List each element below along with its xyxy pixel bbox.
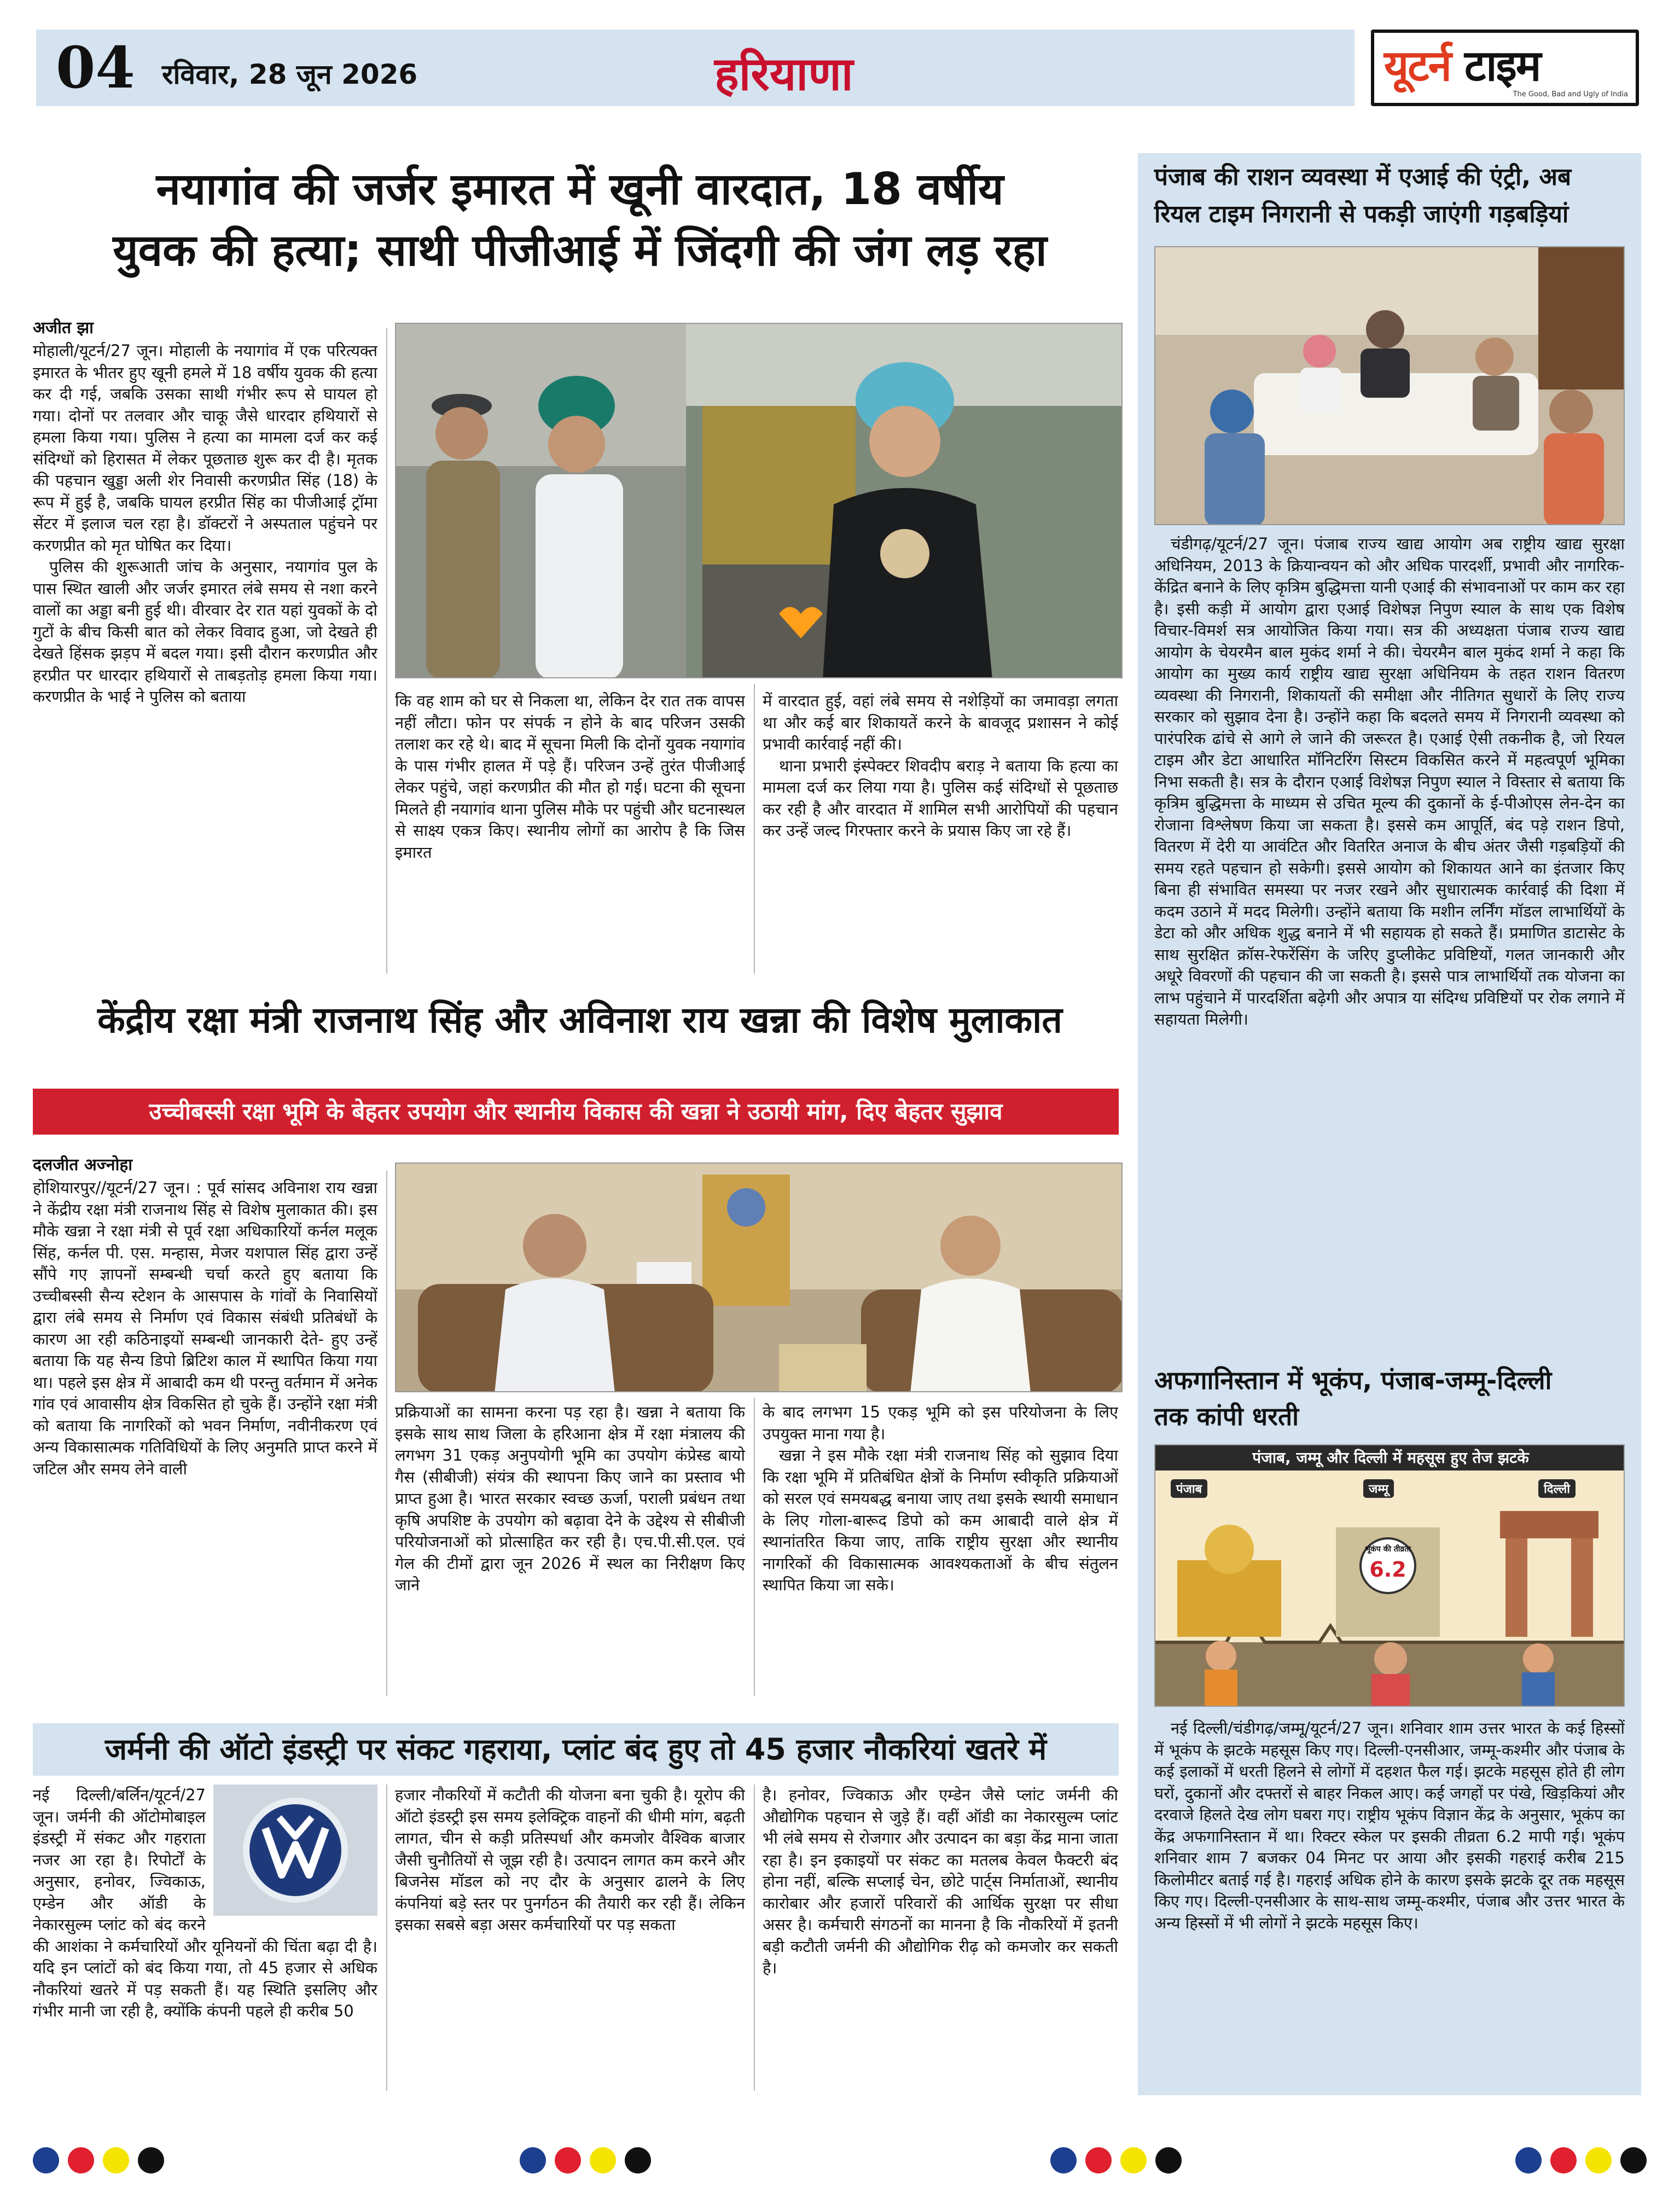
- registration-dot: [520, 2147, 546, 2173]
- newspaper-logo: [1371, 30, 1639, 106]
- punjab-ai-body: [1154, 533, 1625, 1343]
- germany-headline-bar: [33, 1723, 1119, 1776]
- quake-magnitude-label: भूकंप की तीव्रता: [1365, 1545, 1411, 1554]
- logo-tagline: The Good, Bad and Ugly of India: [1513, 90, 1628, 98]
- quake-headline-line2: तक कांपी धरती: [1154, 1402, 1299, 1431]
- registration-dot: [1515, 2147, 1542, 2173]
- quake-tag-jammu: जम्मू: [1363, 1479, 1394, 1498]
- nayagaon-headline: [33, 159, 1127, 281]
- rajnath-photo-illustration: [396, 1164, 1123, 1392]
- registration-dot: [1050, 2147, 1077, 2173]
- vw-logo-photo: [213, 1785, 377, 1916]
- nayagaon-byline: अजीत झा: [33, 318, 94, 338]
- vw-logo-icon: [213, 1785, 377, 1916]
- quake-graphic: [1154, 1444, 1625, 1707]
- quake-headline: [1154, 1362, 1630, 1434]
- column-divider: [386, 328, 387, 974]
- germany-col2-text: हजार नौकरियों में कटौती की योजना बना चुकी है। यूरोप की ऑटो इंडस्ट्री इस समय इलेक्ट्रिक वाहनों की धीमी मांग, बढ़ती लागत, चीन से कड़ी प्रतिस्पर्धा और कमजोर वैश्विक बाजार जैसी चुनौतियों से जूझ रही है। उत्पादन लागत कम करने और बिजनेस मॉडल को नए दौर के अनुसार ढालने के लिए कंपनियां बड़े स्तर पर पुनर्गठन की तैयारी कर रही हैं। लेकिन इसका सबसे बड़ा असर कर्मचारियों पर पड़ सकता: [395, 1786, 745, 1934]
- rajnath-headline: केंद्रीय रक्षा मंत्री राजनाथ सिंह और अविनाश राय खन्ना की विशेष मुलाकात: [97, 999, 1062, 1041]
- nayagaon-photo: [395, 323, 1123, 678]
- registration-dot: [1620, 2147, 1647, 2173]
- logo-text-b: टाइम: [1464, 42, 1541, 91]
- registration-dot: [1155, 2147, 1182, 2173]
- section-name: हरियाणा: [714, 47, 853, 101]
- quake-text: नई दिल्ली/चंडीगढ़/जम्मू/यूटर्न/27 जून। शनिवार शाम उत्तर भारत के कई हिस्सों में भूकंप के झटके महसूस किए गए। दिल्ली-एनसीआर, जम्मू-कश्मीर और पंजाब के कई इलाकों में धरती हिलने से लोगों में दहशत फैल गई। झटके महसूस होते ही लोग घरों, दुकानों और दफ्तरों से बाहर निकल आए। कई जगहों पर पंखे, खिड़कियां और दरवाजे हिलते देख लोग घबरा गए। राष्ट्रीय भूकंप विज्ञान केंद्र के अनुसार, भूकंप का केंद्र अफगानिस्तान में था। रिक्टर स्केल पर इसकी तीव्रता 6.2 मापी गई। भूकंप शनिवार शाम 7 बजकर 04 मिनट पर आया और इसकी गहराई करीब 215 किलोमीटर बताई गई है। गहराई अधिक होने के कारण इसके झटके दूर तक महसूस किए गए। दिल्ली-एनसीआर के साथ-साथ जम्मू-कश्मीर, पंजाब और उत्तर भारत के अन्य हिस्सों में भी लोगों ने झटके महसूस किए।: [1154, 1719, 1625, 1932]
- rajnath-column-2: [395, 1402, 745, 1697]
- column-divider: [754, 1398, 755, 1696]
- rajnath-byline: दलजीत अज्नोहा: [33, 1155, 133, 1175]
- registration-dot: [103, 2147, 129, 2173]
- germany-col1-text: नई दिल्ली/बर्लिन/यूटर्न/27 जून। जर्मनी की ऑटोमोबाइल इंडस्ट्री में संकट और गहराता नजर आ रहा है। रिपोर्टों के अनुसार, हनोवर, ज्विकाऊ, एम्डेन और ऑडी के नेकारसुल्म प्लांट को बंद करने की आशंका ने कर्मचारियों और यूनियनों की चिंता बढ़ा दी है। यदि इन प्लांटों को बंद किया गया, तो 45 हजार से अधिक नौकरियां खतरे में पड़ सकती हैं। यह स्थिति इसलिए और गंभीर मानी जा रही है, क्योंकि कंपनी पहले ही करीब 50: [33, 1786, 377, 2020]
- germany-column-1: [33, 1785, 377, 2091]
- column-divider: [386, 1171, 387, 1696]
- punjab-ai-headline: [1154, 159, 1630, 233]
- registration-dot: [1550, 2147, 1577, 2173]
- punjab-ai-text: चंडीगढ़/यूटर्न/27 जून। पंजाब राज्य खाद्य आयोग अब राष्ट्रीय खाद्य सुरक्षा अधिनियम, 2013 के क्रियान्वयन को और अधिक पारदर्शी, प्रभावी और नागरिक-केंद्रित बनाने के लिए कृत्रिम बुद्धिमत्ता यानी एआई की संभावनाओं पर काम कर रहा है। इसी कड़ी में आयोग द्वारा एआई विशेषज्ञ निपुण स्याल के साथ एक विशेष विचार-विमर्श सत्र आयोजित किया गया। सत्र की अध्यक्षता पंजाब राज्य खाद्य आयोग के चेयरमैन बाल मुकंद शर्मा ने की। चेयरमैन बाल मुकंद शर्मा ने कहा कि आयोग का मुख्य कार्य राष्ट्रीय खाद्य सुरक्षा अधिनियम के तहत राशन वितरण व्यवस्था की निगरानी, शिकायतों की समीक्षा और नीतिगत सुधारों के लिए राज्य सरकार को सुझाव देना है। उन्होंने कहा कि बदलते समय में निगरानी व्यवस्था को पारंपरिक ढांचे से आगे ले जाने की जरूरत है। एआई ऐसी तकनीक है, जो रियल टाइम और डेटा आधारित मॉनिटरिंग सिस्टम विकसित करने में महत्वपूर्ण भूमिका निभा सकती है। सत्र के दौरान एआई विशेषज्ञ निपुण स्याल ने विस्तार से बताया कि कृत्रिम बुद्धिमत्ता के माध्यम से उचित मूल्य की दुकानों के ई-पीओएस लेन-देन का रोजाना विश्लेषण किया जा सकता है। इससे कम आपूर्ति, बंद पड़े राशन डिपो, वितरण में देरी या आवंटित और वितरित अनाज के बीच अंतर जैसी गड़बड़ियों की समय रहते पहचान हो सकेगी। इससे आयोग को शिकायत आने का इंतजार किए बिना ही संभावित समस्या पर नजर रखने और सुधारात्मक कार्रवाई की दिशा में कदम उठाने में मदद मिलेगी। उन्होंने बताया कि मशीन लर्निंग मॉडल लाभार्थियों के डेटा को और अधिक शुद्ध बनाने में भी सहायक हो सकते हैं। प्रमाणित डाटासेट के साथ सुरक्षित क्रॉस-रेफरेंसिंग के जरिए डुप्लीकेट प्रविष्टियों, गलत जानकारी और अधूरे विवरणों की पहचान की जा सकती है। इससे पात्र लाभार्थियों तक योजना का लाभ पहुंचाने में पारदर्शिता बढ़ेगी और अपात्र या संदिग्ध प्रविष्टियों पर रोक लगाने में सहायता मिलेगी।: [1154, 534, 1625, 1028]
- column-divider: [754, 684, 755, 974]
- logo-text-a: यूटर्न: [1384, 42, 1451, 91]
- masthead-bar: [36, 30, 1355, 106]
- page-date: रविवार, 28 जून 2026: [162, 59, 418, 90]
- registration-marks-right: [1050, 2147, 1182, 2175]
- nayagaon-column-2: [395, 690, 745, 975]
- rajnath-col3-para-2: खन्ना ने इस मौके रक्षा मंत्री राजनाथ सिंह को सुझाव दिया कि रक्षा भूमि में प्रतिबंधित क्षेत्रों के निर्माण स्वीकृति प्रक्रियाओं को सरल एवं समयबद्ध बनाया जाए तथा इसके स्थायी समाधान के लिए गोला-बारूद डिपो को कम आबादी वाले क्षेत्र में स्थानांतरित किया जाए, ताकि राष्ट्रीय सुरक्षा और स्थानीय नागरिकों की विकासात्मक आवश्यकताओं के बीच संतुलन स्थापित किया जा सके।: [763, 1446, 1118, 1594]
- punjab-ai-headline-line2: रियल टाइम निगरानी से पकड़ी जाएंगी गड़बड़ियां: [1154, 200, 1569, 228]
- rajnath-col3-para-1: के बाद लगभग 15 एकड़ भूमि को इस परियोजना के लिए उपयुक्त माना गया है।: [763, 1403, 1118, 1443]
- quake-magnitude: 6.2: [1369, 1557, 1406, 1582]
- quake-headline-line1: अफगानिस्तान में भूकंप, पंजाब-जम्मू-दिल्ली: [1154, 1365, 1552, 1395]
- registration-dot: [68, 2147, 94, 2173]
- quake-tag-delhi: दिल्ली: [1538, 1479, 1576, 1498]
- rajnath-column-3: [763, 1402, 1118, 1697]
- rajnath-col1-text: होशियारपुर//यूटर्न/27 जून। : पूर्व सांसद अविनाश राय खन्ना ने केंद्रीय रक्षा मंत्री राजनाथ सिंह से विशेष मुलाकात की। इस मौके खन्ना ने रक्षा मंत्री से पूर्व रक्षा अधिकारियों कर्नल मलूक सिंह, कर्नल पी. एस. मन्हास, मेजर यशपाल सिंह द्वारा उन्हें सौंपे गए ज्ञापनों सम्बन्धी चर्चा करते हुए बताया कि उच्चीबस्सी सैन्य स्टेशन के आसपास के गांवों के निवासियों द्वारा लंबे समय से निर्माण एवं विकास संबंधी प्रतिबंधों के कारण आ रही कठिनाइयों सम्बन्धी जानकारी देते- हुए उन्हें बताया कि यह सैन्य डिपो ब्रिटिश काल में स्थापित किया गया था। पहले इस क्षेत्र में आबादी कम थी परन्तु वर्तमान में अनेक गांव एवं आवासीय क्षेत्र विकसित हो चुके हैं। उन्होंने रक्षा मंत्री को बताया कि नागरिकों को भवन निर्माण, नवीनीकरण एवं अन्य विकासात्मक गतिविधियों के लिए अनुमति प्राप्त करने में जटिल और समय लेने वाली: [33, 1178, 377, 1478]
- punjab-ai-headline-line1: पंजाब की राशन व्यवस्था में एआई की एंट्री, अब: [1154, 163, 1572, 191]
- rajnath-photo: [395, 1163, 1123, 1392]
- nayagaon-col3-para-1: में वारदात हुई, वहां लंबे समय से नशेड़ियों का जमावड़ा लगता था और कई बार शिकायतें करने के बावजूद प्रशासन ने कोई प्रभावी कार्रवाई नहीं की।: [763, 691, 1118, 753]
- nayagaon-para-2: पुलिस की शुरूआती जांच के अनुसार, नयागांव पुल के पास स्थित खाली और जर्जर इमारत लंबे समय से नशा करने वालों का अड्डा बनी हुई थी। वीरवार देर रात यहां युवकों के दो गुटों के बीच किसी बात को लेकर विवाद हुआ, जो देखते ही देखते हिंसक झड़प में बदल गया। इसी दौरान करणप्रीत और हरप्रीत पर धारदार हथियारों से ताबड़तोड़ हमला किया गया। करणप्रीत के भाई ने पुलिस को बताया: [33, 557, 377, 706]
- registration-dot: [555, 2147, 581, 2173]
- column-divider: [386, 1785, 387, 2091]
- column-divider: [754, 1785, 755, 2091]
- nayagaon-column-1: [33, 340, 377, 969]
- registration-dot: [625, 2147, 651, 2173]
- punjab-ai-photo-illustration: [1155, 247, 1625, 525]
- punjab-ai-photo: [1154, 246, 1625, 525]
- nayagaon-col3-para-2: थाना प्रभारी इंस्पेक्टर शिवदीप बराड़ ने बताया कि हत्या का मामला दर्ज कर लिया गया है। पुलिस कई संदिग्धों से पूछताछ कर रही है और वारदात में शामिल सभी आरोपियों की पहचान कर उन्हें जल्द गिरफ्तार करने के प्रयास किए जा रहे हैं।: [763, 756, 1118, 840]
- registration-dot: [33, 2147, 59, 2173]
- nayagaon-para-1: मोहाली/यूटर्न/27 जून। मोहाली के नयागांव में एक परित्यक्त इमारत के भीतर हुए खूनी हमले में 18 वर्षीय युवक की हत्या कर दी गई, जबकि उसका साथी गंभीर रूप से घायल हो गया। दोनों पर तलवार और चाकू जैसे धारदार हथियारों से हमला किया गया। पुलिस ने हत्या का मामला दर्ज कर कई संदिग्धों को हिरासत में लेकर पूछताछ शुरू कर दी है। मृतक की पहचान खुड्डा अली शेर निवासी करणप्रीत सिंह (18) के रूप में हुई है, जबकि घायल हरप्रीत सिंह का पीजीआई ट्रॉमा सेंटर में इलाज चल रहा है। डॉक्टरों ने अस्पताल पहुंचने पर करणप्रीत को मृत घोषित कर दिया।: [33, 341, 377, 555]
- rajnath-col2-text: प्रक्रियाओं का सामना करना पड़ रहा है। खन्ना ने बताया कि इसके साथ साथ जिला के हरिआना क्षेत्र में रक्षा मंत्रालय की लगभग 31 एकड़ अनुपयोगी भूमि का उपयोग कंप्रेस्ड बायो गैस (सीबीजी) संयंत्र की स्थापना किए जाने का प्रस्ताव भी प्राप्त हुआ है। भारत सरकार स्वच्छ ऊर्जा, पराली प्रबंधन तथा कृषि अपशिष्ट के उपयोग को बढ़ावा देने के उद्देश्य से सीबीजी परियोजनाओं को प्रोत्साहित कर रही है। एच.पी.सी.एल. एवं गेल की टीमों द्वारा जून 2026 में स्थल का निरीक्षण किए जाने: [395, 1403, 745, 1594]
- registration-marks-center: [520, 2147, 651, 2175]
- germany-headline: जर्मनी की ऑटो इंडस्ट्री पर संकट गहराया, प्लांट बंद हुए तो 45 हजार नौकरियां खतरे में: [104, 1732, 1047, 1766]
- registration-dot: [1085, 2147, 1112, 2173]
- registration-dot: [138, 2147, 164, 2173]
- registration-marks-left: [33, 2147, 164, 2175]
- nayagaon-photo-illustration: [396, 324, 1123, 678]
- rajnath-subhead: उच्चीबस्सी रक्षा भूमि के बेहतर उपयोग और स्थानीय विकास की खन्ना ने उठायी मांग, दिए बेहतर सुझाव: [33, 1089, 1119, 1135]
- rajnath-column-1: [33, 1177, 377, 1697]
- page-number: 04: [56, 34, 135, 101]
- germany-col3-text: है। हनोवर, ज्विकाऊ और एम्डेन जैसे प्लांट जर्मनी की औद्योगिक पहचान से जुड़े हैं। वहीं ऑडी का नेकारसुल्म प्लांट भी लंबे समय से रोजगार और उत्पादन का बड़ा केंद्र माना जाता रहा है। इन इकाइयों पर संकट का मतलब केवल फैक्टरी बंद होना नहीं, बल्कि सप्लाई चेन, छोटे पार्ट्स निर्माताओं, स्थानीय कारोबार और हजारों परिवारों की आर्थिक सुरक्षा पर सीधा असर है। कर्मचारी संगठनों का मानना है कि नौकरियों में इतनी बड़ी कटौती जर्मनी की औद्योगिक रीढ़ को कमजोर कर सकती है।: [763, 1786, 1118, 1977]
- registration-dot: [590, 2147, 616, 2173]
- nayagaon-headline-line2: युवक की हत्या; साथी पीजीआई में जिंदगी की जंग लड़ रहा: [113, 225, 1047, 276]
- quake-tag-punjab: पंजाब: [1171, 1479, 1207, 1498]
- nayagaon-column-3: [763, 690, 1118, 975]
- quake-body: [1154, 1718, 1625, 2090]
- germany-column-2: [395, 1785, 745, 2091]
- nayagaon-col2-text: कि वह शाम को घर से निकला था, लेकिन देर रात तक वापस नहीं लौटा। फोन पर संपर्क न होने के बाद परिजन उसकी तलाश कर रहे थे। बाद में सूचना मिली कि दोनों युवक नयागांव के पास गंभीर हालत में पड़े हैं। परिजन उन्हें तुरंत पीजीआई लेकर पहुंचे, जहां करणप्रीत की मौत हो गई। घटना की सूचना मिलते ही नयागांव थाना पुलिस मौके पर पहुंची और घटनास्थल से साक्ष्य एकत्र किए। स्थानीय लोगों का आरोप है कि जिस इमारत: [395, 691, 745, 862]
- quake-graphic-banner: पंजाब, जम्मू और दिल्ली में महसूस हुए तेज झटके: [1155, 1445, 1625, 1471]
- masthead: [36, 30, 1639, 106]
- registration-dot: [1585, 2147, 1612, 2173]
- germany-column-3: [763, 1785, 1118, 2091]
- registration-marks-far-right: [1515, 2147, 1647, 2175]
- registration-dot: [1120, 2147, 1147, 2173]
- nayagaon-headline-line1: नयागांव की जर्जर इमारत में खूनी वारदात, 18 वर्षीय: [156, 164, 1004, 214]
